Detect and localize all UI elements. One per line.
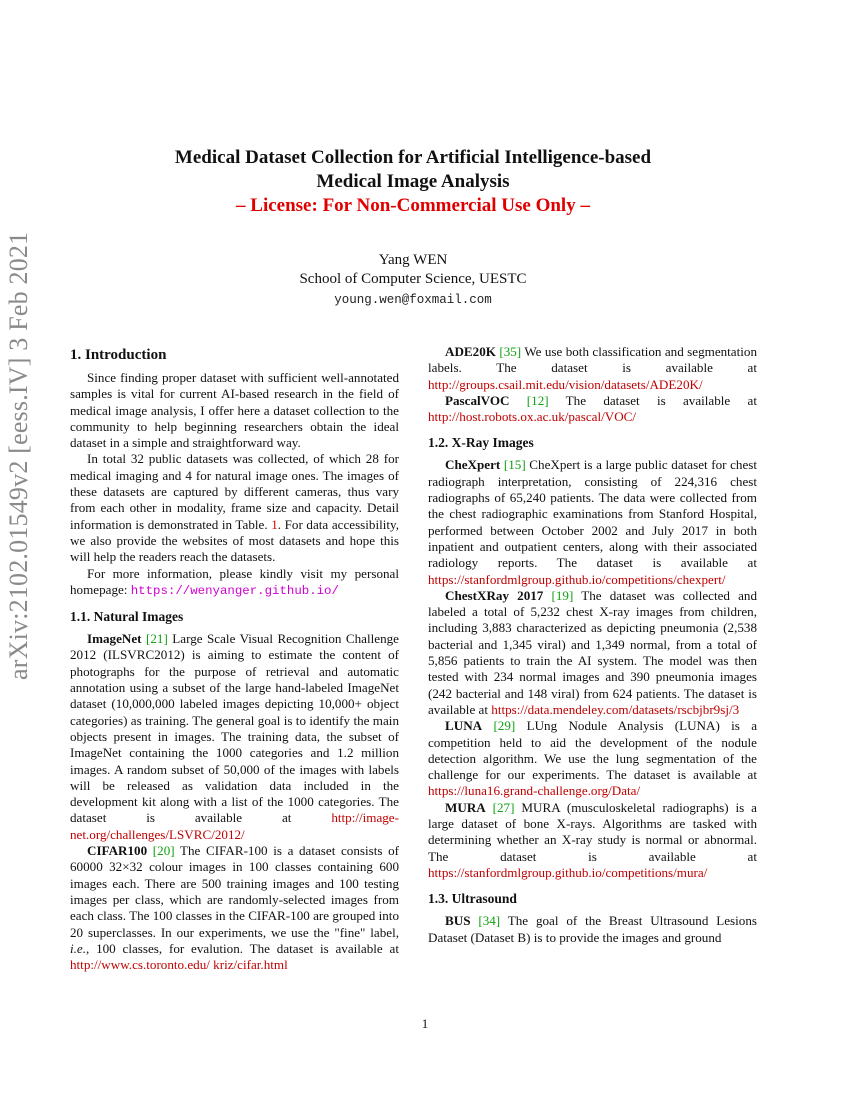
dataset-name: CheXpert xyxy=(445,457,501,473)
page-number: 1 xyxy=(421,1016,429,1031)
bus-paragraph: BUS [34] The goal of the Breast Ultrasound Lesions Dataset (Dataset B) is to provide the images and ground xyxy=(428,913,757,945)
dataset-url-link[interactable]: http://www.cs.toronto.edu/ kriz/cifar.html xyxy=(70,957,288,973)
paper-title-line-2: Medical Image Analysis xyxy=(316,171,510,192)
subsection-heading-natural-images: 1.1. Natural Images xyxy=(70,609,184,625)
left-column xyxy=(70,344,399,973)
citation-link[interactable]: [12] xyxy=(526,392,549,408)
citation-link[interactable]: [20] xyxy=(152,843,175,859)
dataset-url-link[interactable]: https://data.mendeley.com/datasets/rscbjbr9sj/3 xyxy=(491,701,740,717)
intro-paragraph-2: In total 32 public datasets was collected, of which 28 for medical imaging and 4 for natural image ones. The images of these datasets are captured by different cameras, thus vary from each other in modality, frame size and capacity. Detail information is demonstrated in Table. 1. For data accessibility, we also provide the websites of most datasets and hope this will help the readers reach the datasets. xyxy=(70,451,399,565)
ade20k-paragraph: ADE20K [35] We use both classification and segmentation labels. The dataset is available at http://groups.csail.mit.edu/vision/datasets/ADE20K/ xyxy=(428,344,757,392)
dataset-name: MURA xyxy=(445,799,486,815)
author-block xyxy=(100,251,726,311)
dataset-name: BUS xyxy=(445,913,471,929)
paper-title-line-1: Medical Dataset Collection for Artificial Intelligence-based xyxy=(174,147,652,168)
dataset-name: LUNA xyxy=(445,718,483,734)
citation-link[interactable]: [19] xyxy=(551,587,574,603)
author-affiliation: School of Computer Science, UESTC xyxy=(299,271,527,287)
dataset-name: CIFAR100 xyxy=(87,843,148,859)
cifar100-paragraph: CIFAR100 [20] The CIFAR-100 is a dataset consists of 60000 32×32 colour images in 100 classes containing 600 images each. There are 500 training images and 100 testing images per class, which are randomly-selected images from each class. The 100 classes in the CIFAR-100 are grouped into 20 superclasses. In our experiments, we use the "fine" label, i.e., 100 classes, for evalution. The dataset is available at http://www.cs.toronto.edu/ kriz/cifar.html xyxy=(70,843,399,973)
author-name: Yang WEN xyxy=(378,252,448,268)
license-notice: – License: For Non-Commercial Use Only – xyxy=(236,195,590,216)
dataset-name: PascalVOC xyxy=(445,392,510,408)
dataset-name: ImageNet xyxy=(87,631,142,647)
section-heading-introduction: 1. Introduction xyxy=(70,347,167,363)
citation-link[interactable]: [15] xyxy=(503,457,526,473)
table-reference-link[interactable]: 1 xyxy=(271,516,278,532)
citation-link[interactable]: [21] xyxy=(146,631,168,647)
citation-link[interactable]: [35] xyxy=(499,344,522,359)
homepage-link[interactable]: https://wenyanger.github.io/ xyxy=(130,583,339,598)
intro-paragraph-3: For more information, please kindly visit my personal homepage: https://wenyanger.github.io/ xyxy=(70,565,399,598)
citation-link[interactable]: [29] xyxy=(493,718,516,734)
chexpert-paragraph: CheXpert [15] CheXpert is a large public dataset for chest radiograph interpretation, consisting of 224,316 chest radiographs of 65,240 patients. The data were collected from the chest radiographic examinations from Stanford Hospital, performed between October 2002 and July 2017 in both inpatient and outpatient centers, along with their associated radiology reports. The dataset is available at https://stanfordmlgroup.github.io/competitions/chexpert/ xyxy=(428,457,757,587)
citation-link[interactable]: [27] xyxy=(492,799,515,815)
chestxray-paragraph: ChestXRay 2017 [19] The dataset was collected and labeled a total of 5,232 chest X-ray images from children, including 3,883 characterized as depicting pneumonia (2,538 bacterial and 1,345 viral) and 1,349 normal, from a total of 5,856 patients to train the AI system. The model was then tested with 234 normal images and 390 pneumonia images (242 bacterial and 148 viral) from 624 patients. The dataset is available at https://data.mendeley.com/datasets/rscbjbr9sj/3 xyxy=(428,587,757,717)
pascalvoc-paragraph: PascalVOC [12] The dataset is available at http://host.robots.ox.ac.uk/pascal/VOC/ xyxy=(428,392,757,425)
right-column xyxy=(428,344,757,946)
imagenet-paragraph: ImageNet [21] Large Scale Visual Recognition Challenge 2012 (ILSVRC2012) is aiming to estimate the content of photographs for the purpose of retrieval and automatic annotation using a subset of the large hand-labeled ImageNet dataset (10,000,000 labeled images depicting 10,000+ object categories) as training. The general goal is to identify the main objects present in images. The training data, the subset of ImageNet containing the 1000 categories and 1.2 million images. A random subset of 50,000 of the images with labels will be released as validation data included in the development kit along with a list of the 1000 categories. The dataset is available at http://image-net.org/challenges/LSVRC/2012/ xyxy=(70,631,399,842)
title-block xyxy=(100,146,726,218)
citation-link[interactable]: [34] xyxy=(478,913,501,929)
luna-paragraph: LUNA [29] LUng Nodule Analysis (LUNA) is a competition held to aid the development of the nodule detection algorithm. We use the lung segmentation of the challenge for our experiments. The dataset is available at https://luna16.grand-challenge.org/Data/ xyxy=(428,718,758,799)
dataset-url-link[interactable]: http://image-net.org/challenges/LSVRC/2012/ xyxy=(70,810,399,842)
intro-paragraph-1: Since finding proper dataset with sufficient well-annotated samples is vital for current AI-based research in the field of medical image analysis, I offer here a dataset collection to the community to help beginning researchers obtain the ideal dataset in a simple and straightforward way. xyxy=(70,370,399,451)
dataset-name: ADE20K xyxy=(445,344,496,359)
subsection-heading-xray-images: 1.2. X-Ray Images xyxy=(428,435,534,451)
dataset-url-link[interactable]: https://luna16.grand-challenge.org/Data/ xyxy=(428,783,641,799)
arxiv-identifier-stamp: arXiv:2102.01549v2 [eess.IV] 3 Feb 2021 xyxy=(4,231,33,680)
dataset-url-link[interactable]: http://groups.csail.mit.edu/vision/datasets/ADE20K/ xyxy=(428,376,703,392)
dataset-url-link[interactable]: https://stanfordmlgroup.github.io/competitions/chexpert/ xyxy=(428,571,726,587)
dataset-url-link[interactable]: http://host.robots.ox.ac.uk/pascal/VOC/ xyxy=(428,409,637,425)
author-email[interactable]: young.wen@foxmail.com xyxy=(334,293,492,307)
subsection-heading-ultrasound: 1.3. Ultrasound xyxy=(428,891,517,907)
dataset-url-link[interactable]: https://stanfordmlgroup.github.io/competitions/mura/ xyxy=(428,864,708,880)
mura-paragraph: MURA [27] MURA (musculoskeletal radiographs) is a large dataset of bone X-rays. Algorithms are tasked with determining whether an X-ray study is normal or abnormal. The dataset is available at https://stanfordmlgroup.github.io/competitions/mura/ xyxy=(428,799,757,880)
dataset-name: ChestXRay 2017 xyxy=(445,587,544,603)
